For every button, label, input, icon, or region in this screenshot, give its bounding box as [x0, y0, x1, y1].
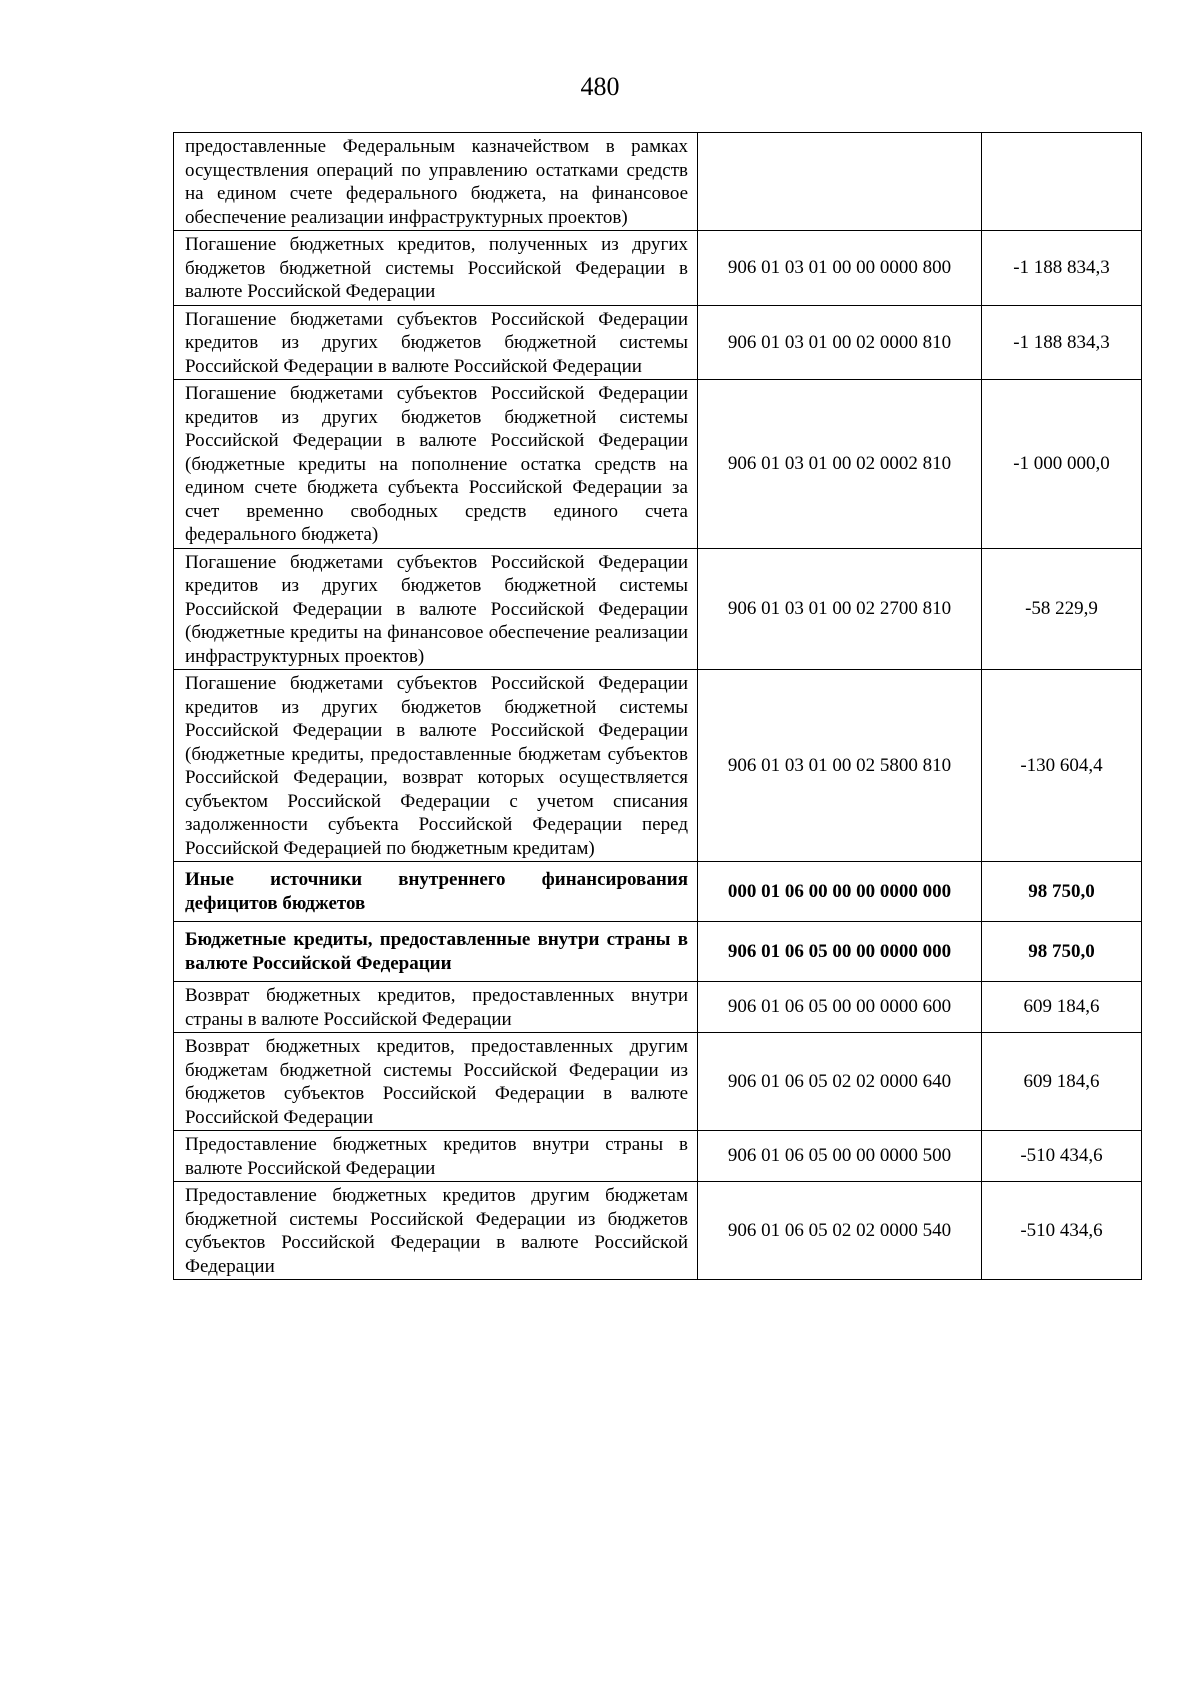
row-budget-code: 906 01 03 01 00 02 2700 810 — [698, 548, 982, 670]
row-budget-code: 906 01 06 05 00 00 0000 500 — [698, 1131, 982, 1182]
row-description: предоставленные Федеральным казначейством в рамках осуществления операций по управлению остатками средств на едином счете федерального бюджета, на финансовое обеспечение реализации инфраструктурных проектов) — [174, 133, 698, 231]
row-amount — [982, 133, 1142, 231]
row-description: Погашение бюджетами субъектов Российской Федерации кредитов из других бюджетов бюджетной системы Российской Федерации в валюте Российской Федерации (бюджетные кредиты на финансовое обеспечение реализации инфраструктурных проектов) — [174, 548, 698, 670]
row-description: Предоставление бюджетных кредитов другим бюджетам бюджетной системы Российской Федерации из бюджетов субъектов Российской Федерации в валюте Российской Федерации — [174, 1182, 698, 1280]
row-amount: 98 750,0 — [982, 922, 1142, 982]
row-description: Иные источники внутреннего финансирования дефицитов бюджетов — [174, 862, 698, 922]
row-description: Предоставление бюджетных кредитов внутри страны в валюте Российской Федерации — [174, 1131, 698, 1182]
row-amount: -510 434,6 — [982, 1131, 1142, 1182]
row-budget-code: 906 01 06 05 02 02 0000 540 — [698, 1182, 982, 1280]
row-description: Возврат бюджетных кредитов, предоставленных другим бюджетам бюджетной системы Российской Федерации из бюджетов субъектов Российской Федерации в валюте Российской Федерации — [174, 1033, 698, 1131]
table-row — [174, 1131, 1142, 1182]
budget-sources-table — [173, 132, 1142, 1280]
row-budget-code: 906 01 06 05 00 00 0000 600 — [698, 982, 982, 1033]
row-description: Погашение бюджетами субъектов Российской Федерации кредитов из других бюджетов бюджетной системы Российской Федерации в валюте Российской Федерации (бюджетные кредиты на пополнение остатка средств на едином счете бюджета субъекта Российской Федерации за счет временно свободных средств единого счета федерального бюджета) — [174, 380, 698, 549]
row-amount: -1 000 000,0 — [982, 380, 1142, 549]
row-amount: 98 750,0 — [982, 862, 1142, 922]
table-row — [174, 670, 1142, 862]
row-amount: -1 188 834,3 — [982, 231, 1142, 306]
row-budget-code: 906 01 03 01 00 00 0000 800 — [698, 231, 982, 306]
row-amount: -58 229,9 — [982, 548, 1142, 670]
table-row — [174, 380, 1142, 549]
table-row-bold — [174, 862, 1142, 922]
row-budget-code: 906 01 06 05 00 00 0000 000 — [698, 922, 982, 982]
row-description: Погашение бюджетами субъектов Российской Федерации кредитов из других бюджетов бюджетной системы Российской Федерации в валюте Российской Федерации (бюджетные кредиты, предоставленные бюджетам субъектов Российской Федерации, возврат которых осуществляется субъектом Российской Федерации с учетом списания задолженности субъекта Российской Федерации перед Российской Федерацией по бюджетным кредитам) — [174, 670, 698, 862]
row-amount: 609 184,6 — [982, 982, 1142, 1033]
table-row — [174, 133, 1142, 231]
table-row — [174, 305, 1142, 380]
row-description: Бюджетные кредиты, предоставленные внутри страны в валюте Российской Федерации — [174, 922, 698, 982]
table-row — [174, 1033, 1142, 1131]
row-amount: -510 434,6 — [982, 1182, 1142, 1280]
table-row — [174, 982, 1142, 1033]
row-amount: -1 188 834,3 — [982, 305, 1142, 380]
row-amount: 609 184,6 — [982, 1033, 1142, 1131]
row-budget-code: 906 01 03 01 00 02 0002 810 — [698, 380, 982, 549]
row-description: Возврат бюджетных кредитов, предоставленных внутри страны в валюте Российской Федерации — [174, 982, 698, 1033]
row-budget-code: 906 01 03 01 00 02 5800 810 — [698, 670, 982, 862]
row-amount: -130 604,4 — [982, 670, 1142, 862]
table-row — [174, 1182, 1142, 1280]
row-budget-code: 906 01 06 05 02 02 0000 640 — [698, 1033, 982, 1131]
table-row-bold — [174, 922, 1142, 982]
row-budget-code: 906 01 03 01 00 02 0000 810 — [698, 305, 982, 380]
page-number: 480 — [580, 72, 620, 101]
table-row — [174, 231, 1142, 306]
row-description: Погашение бюджетных кредитов, полученных из других бюджетов бюджетной системы Российской Федерации в валюте Российской Федерации — [174, 231, 698, 306]
row-budget-code: 000 01 06 00 00 00 0000 000 — [698, 862, 982, 922]
row-description: Погашение бюджетами субъектов Российской Федерации кредитов из других бюджетов бюджетной системы Российской Федерации в валюте Российской Федерации — [174, 305, 698, 380]
row-budget-code — [698, 133, 982, 231]
table-row — [174, 548, 1142, 670]
